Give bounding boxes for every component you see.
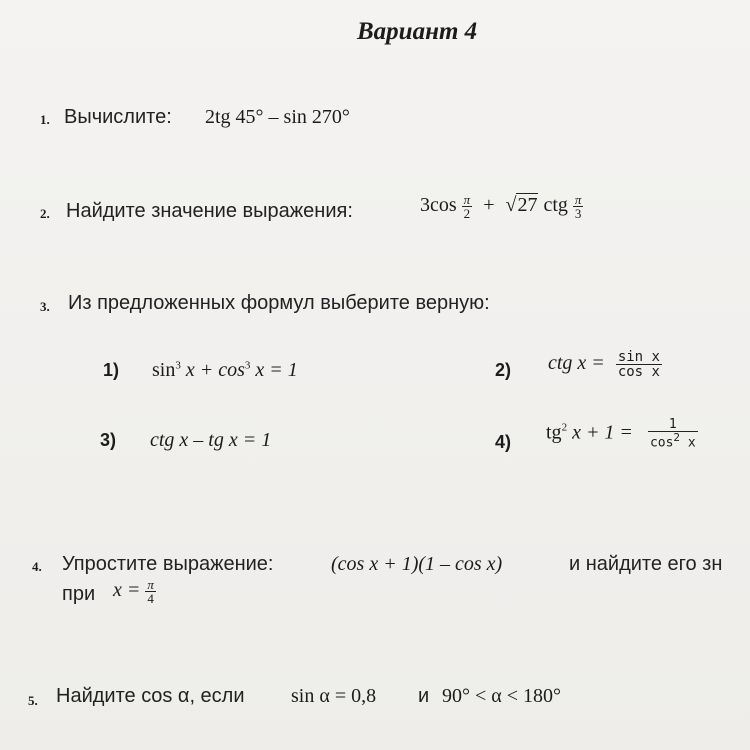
task-1-label: Вычислите: bbox=[64, 106, 172, 128]
task-2-sqrt bbox=[505, 194, 538, 217]
o4-mid: x + 1 = bbox=[567, 421, 633, 444]
o4-den-exp: 2 bbox=[673, 431, 681, 444]
task-5-condition-1: sin α = 0,8 bbox=[291, 685, 377, 707]
o2-den: cos x bbox=[617, 364, 660, 380]
o4-tg: tg bbox=[546, 421, 562, 444]
o1-sin: sin bbox=[152, 359, 176, 381]
task-2-fraction-2-den: 3 bbox=[573, 206, 584, 220]
task-3-option-4-label: 4) bbox=[495, 432, 512, 452]
task-3-option-2 bbox=[548, 350, 662, 379]
task-2-fraction-2 bbox=[573, 193, 584, 220]
task-4-fraction-den: 4 bbox=[145, 591, 156, 605]
task-4-number: 4. bbox=[32, 559, 42, 574]
task-2-cos-prefix: 3cos bbox=[420, 194, 457, 217]
task-4-label: Упростите выражение: bbox=[62, 553, 274, 575]
o4-num: 1 bbox=[668, 417, 677, 432]
task-4-fraction-num: π bbox=[147, 577, 154, 592]
task-2-fraction-1-num: π bbox=[463, 192, 471, 207]
o1-mid: x + cos bbox=[180, 359, 245, 381]
task-4-x-eq: x = bbox=[113, 579, 141, 602]
task-2-fraction-1 bbox=[462, 193, 473, 220]
task-4-line2-prefix: при bbox=[62, 583, 96, 605]
task-2-ctg: ctg bbox=[543, 194, 568, 217]
task-5-number: 5. bbox=[28, 693, 38, 708]
o4-den-x: x bbox=[680, 435, 696, 451]
sqrt-symbol: √ bbox=[505, 194, 517, 217]
task-4-tail: и найдите его зн bbox=[569, 553, 723, 575]
page-title: Вариант 4 bbox=[357, 18, 478, 45]
task-4-expr-text: (cos x + 1)(1 – cos x) bbox=[331, 553, 503, 575]
task-3-option-1 bbox=[152, 359, 298, 382]
task-1-number: 1. bbox=[40, 112, 50, 127]
o4-exp: 2 bbox=[561, 421, 568, 434]
o4-den bbox=[648, 431, 698, 449]
task-2-fraction-1-den: 2 bbox=[462, 206, 473, 220]
o4-den-cos: cos bbox=[649, 435, 674, 451]
task-2-number: 2. bbox=[40, 206, 50, 221]
o1-exp-1: 3 bbox=[175, 359, 181, 372]
task-3-label: Из предложенных формул выберите верную: bbox=[68, 292, 490, 314]
task-3-number: 3. bbox=[40, 299, 50, 314]
task-2-plus: + bbox=[483, 194, 495, 217]
task-3-option-2-label: 2) bbox=[495, 360, 512, 380]
task-5-condition-2: 90° < α < 180° bbox=[442, 685, 562, 707]
task-1-expression: 2tg 45° – sin 270° bbox=[205, 106, 350, 128]
o2-num: sin x bbox=[617, 349, 660, 365]
task-4-line2-expression bbox=[113, 578, 156, 605]
task-5-label: Найдите cos α, если bbox=[56, 685, 245, 707]
task-2-label: Найдите значение выражения: bbox=[66, 200, 353, 222]
o2-fraction bbox=[616, 350, 662, 379]
o4-fraction bbox=[648, 418, 698, 449]
task-4-expression bbox=[331, 553, 502, 576]
task-3-option-3-label: 3) bbox=[100, 430, 117, 450]
task-2-radicand: 27 bbox=[517, 194, 538, 217]
task-2-fraction-2-num: π bbox=[574, 192, 582, 207]
task-2-expression bbox=[420, 193, 583, 220]
task-3-option-1-label: 1) bbox=[103, 360, 120, 380]
o1-exp-2: 3 bbox=[244, 359, 251, 372]
o1-end: x = 1 bbox=[250, 359, 298, 381]
task-5-and: и bbox=[418, 685, 430, 707]
task-4-fraction bbox=[145, 578, 156, 605]
task-3-option-3: ctg x – tg x = 1 bbox=[150, 429, 272, 451]
task-3-option-4 bbox=[546, 418, 698, 449]
o2-lhs: ctg x = bbox=[548, 352, 605, 375]
